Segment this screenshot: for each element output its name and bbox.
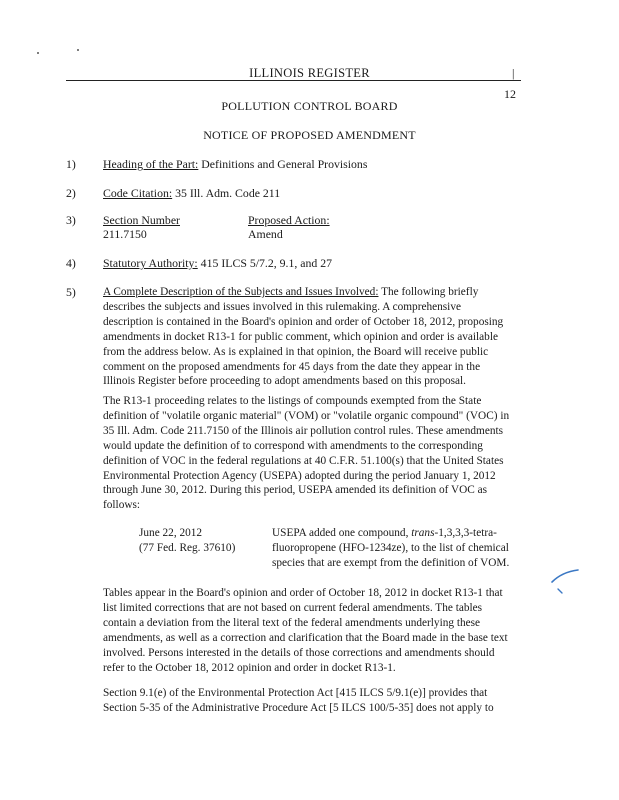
para-line: The R13-1 proceeding relates to the listings of compounds exempted from the State bbox=[103, 395, 482, 407]
item-2 bbox=[103, 186, 280, 201]
para-line: list limited corrections that are not based on current federal amendments. The tables bbox=[103, 601, 483, 614]
para-line: definition of "volatile organic material" (VOM) or "volatile organic compound" (VOC) in bbox=[103, 409, 510, 422]
corner-mark: | bbox=[512, 66, 515, 80]
para-line: involved. Persons interested in the details of those corrections and amendments should bbox=[103, 646, 495, 659]
para-line: description is contained in the Board's opinion and order of October 18, 2012, proposing bbox=[103, 315, 504, 328]
para-line: amendments, as well as a correction and clarification that the Board made in the base text bbox=[103, 631, 508, 644]
scan-speck bbox=[37, 52, 39, 54]
item-4 bbox=[103, 256, 332, 271]
para-line: Environmental Protection Agency (USEPA) adopted during the period January 1, 2012 bbox=[103, 469, 496, 482]
item-1-number: 1) bbox=[66, 157, 76, 171]
item-3-number: 3) bbox=[66, 213, 76, 227]
amendment-change-cell bbox=[272, 526, 509, 570]
para-line: comment on the proposed amendments for 45 days from the date they appear in the bbox=[103, 360, 481, 373]
description-paragraph bbox=[103, 285, 523, 389]
amendment-change-line: USEPA added one compound, trans-1,3,3,3-tetra- bbox=[272, 527, 497, 539]
para-line: refer to the October 18, 2012 opinion and order in docket R13-1. bbox=[103, 661, 396, 674]
register-title: ILLINOIS REGISTER bbox=[249, 66, 370, 80]
para-line: 35 Ill. Adm. Code 211.7150 of the Illinois air pollution control rules. These amendments bbox=[103, 424, 504, 437]
item-5-label: A Complete Description of the Subjects and Issues Involved: bbox=[103, 286, 379, 298]
tables-paragraph bbox=[103, 586, 523, 675]
para-line: from the address below. As is explained in that opinion, the Board will receive public bbox=[103, 345, 489, 358]
para-line: Section 9.1(e) of the Environmental Protection Act [415 ILCS 5/9.1(e)] provides that bbox=[103, 687, 488, 699]
proposed-action-label: Proposed Action: bbox=[248, 213, 330, 227]
para-line: A Complete Description of the Subjects and Issues Involved: The following briefly bbox=[103, 286, 479, 298]
scan-speck bbox=[77, 49, 79, 51]
section-number-label: Section Number bbox=[103, 213, 180, 227]
item-2-value: 35 Ill. Adm. Code 211 bbox=[172, 186, 281, 200]
para-line: contain a deviation from the literal text of the federal amendments underlying these bbox=[103, 616, 481, 629]
page-number: 12 bbox=[504, 87, 516, 101]
para-line: Tables appear in the Board's opinion and order of October 18, 2012 in docket R13-1 that bbox=[103, 587, 503, 599]
amendment-change-line: fluoropropene (HFO-1234ze), to the list of chemical bbox=[272, 541, 509, 554]
para-line: definition of VOC in the federal regulations at 40 C.F.R. 51.100(s) that the United States bbox=[103, 454, 504, 467]
amendment-change-line: species that are exempt from the definition of VOM. bbox=[272, 556, 510, 569]
pen-mark-icon bbox=[548, 562, 582, 596]
para-line: follows: bbox=[103, 499, 141, 512]
header-rule bbox=[66, 80, 521, 81]
para-line: amendments in docket R13-1 for public comment, which opinion and order is available bbox=[103, 330, 498, 343]
proceeding-paragraph bbox=[103, 394, 523, 513]
section-number-value: 211.7150 bbox=[103, 227, 147, 241]
amendment-citation: (77 Fed. Reg. 37610) bbox=[139, 541, 236, 554]
notice-title: NOTICE OF PROPOSED AMENDMENT bbox=[203, 128, 416, 142]
amendment-date: June 22, 2012 bbox=[139, 527, 203, 539]
section-paragraph bbox=[103, 686, 523, 716]
item-2-label: Code Citation: bbox=[103, 186, 173, 200]
amendment-date-cell bbox=[139, 526, 235, 556]
para-line: describes the subjects and issues involved in this rulemaking. A comprehensive bbox=[103, 300, 461, 313]
para-line: through June 30, 2012. During this period, USEPA amended its definition of VOC as bbox=[103, 484, 488, 497]
para-line: would update the definition of to correspond with amendments to the corresponding bbox=[103, 439, 483, 452]
item-1-label: Heading of the Part: bbox=[103, 157, 199, 171]
item-4-label: Statutory Authority: bbox=[103, 256, 198, 270]
item-5-number: 5) bbox=[66, 285, 76, 299]
para-line: Section 5-35 of the Administrative Procedure Act [5 ILCS 100/5-35] does not apply to bbox=[103, 701, 494, 714]
item-1 bbox=[103, 157, 367, 172]
item-4-value: 415 ILCS 5/7.2, 9.1, and 27 bbox=[197, 256, 333, 270]
para-line: Illinois Register before proceeding to adopt amendments based on this proposal. bbox=[103, 375, 466, 388]
item-2-number: 2) bbox=[66, 186, 76, 200]
item-1-value: Definitions and General Provisions bbox=[198, 157, 368, 171]
item-4-number: 4) bbox=[66, 256, 76, 270]
board-name: POLLUTION CONTROL BOARD bbox=[221, 99, 398, 113]
proposed-action-value: Amend bbox=[248, 227, 283, 241]
